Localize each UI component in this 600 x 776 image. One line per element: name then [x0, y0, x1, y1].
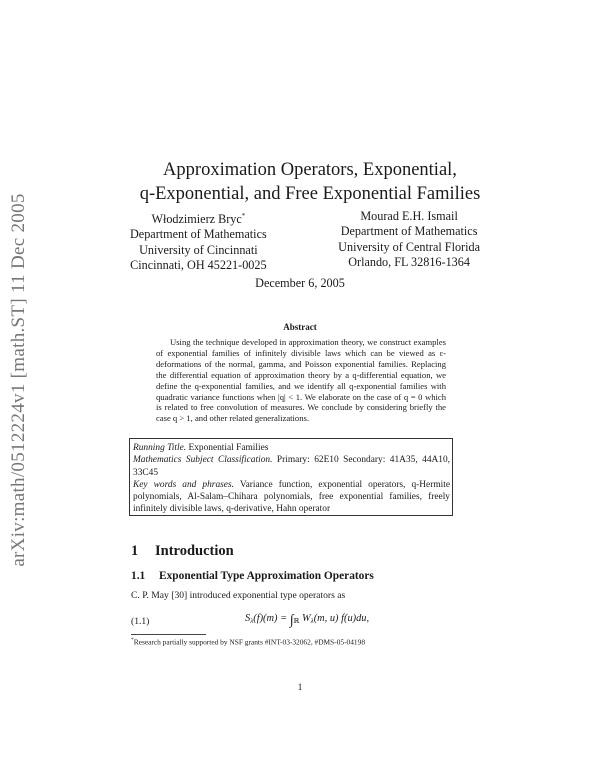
- equation-1-1: [245, 613, 369, 629]
- author-2-address: Orlando, FL 32816-1364: [348, 254, 470, 269]
- author-block: [130, 209, 480, 273]
- subsection-number: 1.1: [131, 570, 146, 582]
- eq-rhs-rest: (m, u) f(u)du,: [313, 613, 370, 624]
- paper-date: December 6, 2005: [255, 276, 345, 290]
- author-1-university: University of Cincinnati: [139, 242, 258, 257]
- subsection-heading: [131, 570, 374, 582]
- title-line-1: Approximation Operators, Exponential,: [163, 160, 457, 180]
- intro-paragraph: C. P. May [30] introduced exponential type operators as: [131, 590, 346, 601]
- abstract-text: Using the technique developed in approximation theory, we construct examples of exponential families of infinitely divisible laws which can be viewed as ε-deformations of the normal, gamma, and Poisson exponential families. Replacing the differential equation of approximation theory by a q-differential equation, we define the q-exponential families, and we identify all q-exponential families with quadratic variance functions when |q| < 1. We elaborate on the case of q = 0 which is related to free convolution of measures. We conclude by considering briefly the case q > 1, and other related generalizations.: [156, 337, 446, 424]
- arxiv-sidebar: [4, 160, 34, 600]
- section-number: 1: [131, 543, 139, 559]
- keywords-value: Variance function, exponential operators, q-Hermite polynomials, Al-Salam–Chihara polynomials, free exponential families, freely infinitely divisible laws, q-derivative, Hahn operator: [133, 479, 450, 515]
- eq-lhs-rest: (f)(m) =: [253, 613, 288, 624]
- paper-title: [120, 158, 500, 206]
- metadata-box: [129, 438, 453, 516]
- subsection-title: Exponential Type Approximation Operators: [159, 570, 374, 582]
- author-2: [338, 209, 480, 273]
- eq-integral-domain: ℝ: [293, 617, 300, 625]
- author-1-name: Włodzimierz Bryc: [151, 212, 242, 227]
- msc-label: Mathematics Subject Classification.: [133, 455, 273, 466]
- eq-subscript-lambda-1: λ: [250, 617, 254, 625]
- author-1: [130, 209, 267, 273]
- msc-line: [133, 454, 450, 479]
- author-2-department: Department of Mathematics: [340, 224, 478, 239]
- footnote: [131, 637, 365, 646]
- footnote-mark: *: [131, 637, 134, 643]
- running-title-line: [133, 442, 450, 454]
- author-1-name-line: [130, 209, 267, 227]
- author-1-department: Department of Mathematics: [130, 227, 267, 242]
- author-footnote-mark[interactable]: *: [241, 212, 246, 220]
- page-number: 1: [297, 682, 303, 693]
- author-1-address: Cincinnati, OH 45221-0025: [130, 257, 267, 272]
- keywords-label: Key words and phrases.: [133, 479, 234, 490]
- section-heading-introduction: [131, 543, 234, 560]
- author-2-name: Mourad E.H. Ismail: [360, 209, 458, 223]
- footnote-rule: [131, 634, 206, 635]
- equation-number: (1.1): [131, 616, 150, 627]
- integral-sign: ∫: [289, 613, 294, 628]
- keywords-line: [133, 479, 450, 516]
- eq-symbol-w: W: [301, 613, 311, 624]
- title-line-2: q-Exponential, and Free Exponential Families: [139, 184, 481, 204]
- eq-subscript-lambda-2: λ: [310, 617, 314, 625]
- eq-symbol-s: S: [245, 613, 251, 624]
- running-title-label: Running Title.: [133, 443, 187, 453]
- running-title-value: Exponential Families: [188, 443, 269, 453]
- author-2-university: University of Central Florida: [338, 239, 480, 254]
- footnote-text: Research partially supported by NSF grants #INT-03-32062, #DMS-05-04198: [133, 637, 366, 647]
- msc-value: Primary: 62E10 Secondary: 41A35, 44A10, 33C45: [133, 455, 451, 478]
- arxiv-identifier[interactable]: arXiv:math/0512224v1 [math.ST] 11 Dec 2005: [8, 193, 29, 567]
- abstract-heading: Abstract: [283, 322, 317, 332]
- section-title: Introduction: [155, 543, 234, 559]
